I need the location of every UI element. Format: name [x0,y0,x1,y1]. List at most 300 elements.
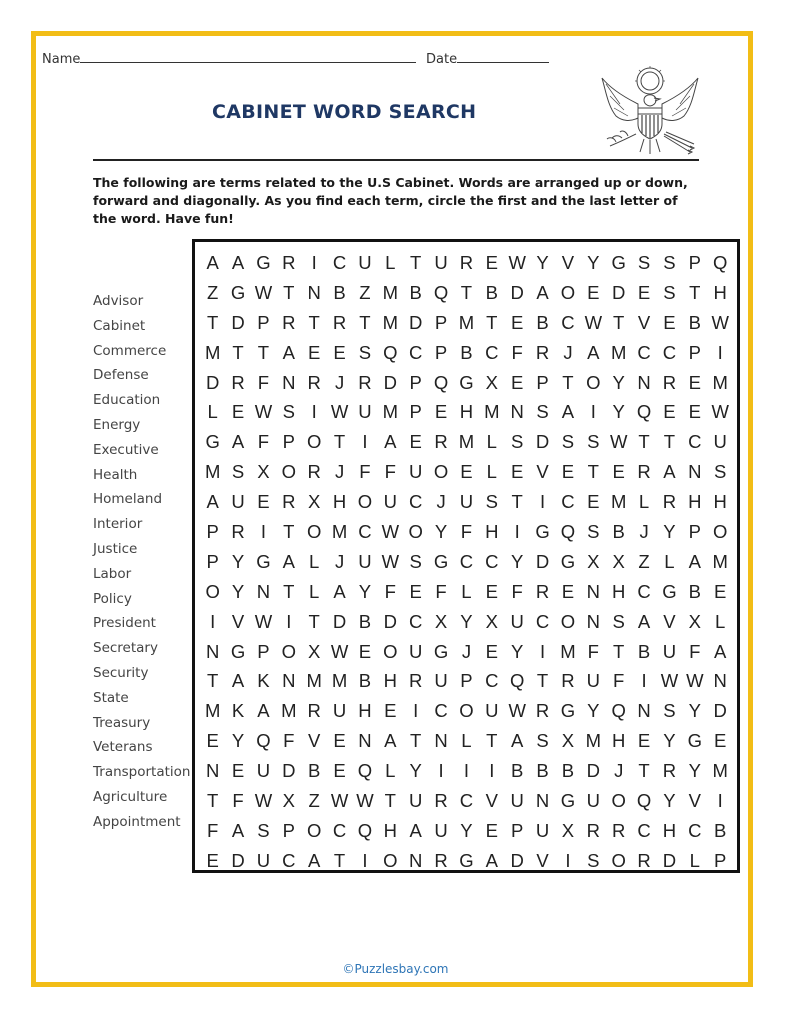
grid-letter[interactable]: R [358,371,372,393]
grid-letter[interactable]: E [485,819,498,841]
grid-letter[interactable]: N [358,730,372,752]
grid-letter[interactable]: A [282,341,295,363]
grid-letter[interactable]: W [254,790,273,812]
grid-letter[interactable]: E [308,341,321,363]
grid-letter[interactable]: W [254,610,273,632]
grid-letter[interactable]: L [385,760,396,782]
grid-letter[interactable]: L [309,580,320,602]
grid-letter[interactable]: O [383,849,398,871]
date-blank[interactable] [457,50,549,63]
grid-letter[interactable]: U [358,252,372,273]
grid-letter[interactable]: E [409,431,422,453]
grid-letter[interactable]: R [586,819,600,841]
grid-letter[interactable]: U [434,252,448,273]
grid-letter[interactable]: C [637,341,651,363]
grid-letter[interactable]: X [257,461,270,483]
grid-letter[interactable]: C [459,550,474,572]
grid-letter[interactable]: C [409,491,423,513]
grid-letter[interactable]: B [688,580,701,602]
grid-letter[interactable]: H [713,491,727,513]
grid-letter[interactable]: M [204,461,221,483]
grid-letter[interactable]: I [286,610,292,632]
grid-letter[interactable]: Y [663,790,676,812]
grid-letter[interactable]: N [713,670,727,692]
grid-letter[interactable]: R [332,311,347,333]
grid-letter[interactable]: C [459,790,474,812]
grid-letter[interactable]: V [485,790,498,812]
grid-letter[interactable]: F [435,580,447,602]
grid-letter[interactable]: A [409,819,422,841]
grid-letter[interactable]: O [433,461,449,483]
grid-letter[interactable]: G [560,700,576,722]
grid-letter[interactable]: V [561,252,575,273]
grid-letter[interactable]: P [536,371,549,393]
grid-letter[interactable]: F [511,580,523,602]
grid-letter[interactable]: H [383,670,397,692]
grid-letter[interactable]: Y [231,550,245,572]
grid-letter[interactable]: Z [308,790,320,812]
grid-letter[interactable]: E [511,311,524,333]
grid-letter[interactable]: O [712,521,728,543]
grid-letter[interactable]: T [283,580,295,602]
grid-letter[interactable]: X [308,640,321,662]
grid-letter[interactable]: R [231,371,245,393]
grid-letter[interactable]: R [307,461,321,483]
grid-letter[interactable]: G [230,281,246,303]
grid-letter[interactable]: R [612,819,626,841]
grid-letter[interactable]: R [434,790,448,812]
grid-letter[interactable]: V [637,311,651,333]
grid-letter[interactable]: D [206,371,220,393]
grid-letter[interactable]: E [231,760,245,782]
grid-letter[interactable]: S [637,252,651,273]
grid-letter[interactable]: R [637,461,651,483]
grid-letter[interactable]: R [535,580,550,602]
grid-letter[interactable]: F [384,461,396,483]
grid-letter[interactable]: R [282,491,296,513]
grid-letter[interactable]: E [460,461,473,483]
grid-letter[interactable]: D [713,700,727,722]
grid-letter[interactable]: B [511,760,524,782]
grid-letter[interactable]: F [613,670,625,692]
grid-letter[interactable]: M [331,521,348,543]
grid-letter[interactable]: Q [636,401,652,423]
grid-letter[interactable]: D [383,610,397,632]
grid-letter[interactable]: T [308,610,320,632]
grid-letter[interactable]: C [485,550,499,572]
grid-letter[interactable]: O [306,431,322,453]
grid-letter[interactable]: L [689,849,700,871]
grid-letter[interactable]: G [687,730,702,752]
grid-letter[interactable]: A [688,550,701,572]
grid-letter[interactable]: G [459,849,474,871]
grid-letter[interactable]: N [282,371,296,393]
grid-letter[interactable]: N [586,580,600,602]
grid-letter[interactable]: W [356,790,374,812]
grid-letter[interactable]: Q [712,252,728,273]
grid-letter[interactable]: A [637,610,651,632]
grid-letter[interactable]: H [358,700,372,722]
grid-letter[interactable]: W [381,521,400,543]
grid-letter[interactable]: Y [231,730,245,752]
grid-letter[interactable]: B [333,281,346,303]
grid-letter[interactable]: M [382,311,399,333]
grid-letter[interactable]: N [282,670,296,692]
grid-letter[interactable]: P [511,819,524,841]
grid-letter[interactable]: B [536,760,549,782]
grid-letter[interactable]: N [256,580,271,602]
grid-letter[interactable]: O [560,610,576,632]
grid-letter[interactable]: U [485,700,499,722]
grid-letter[interactable]: B [358,610,372,632]
grid-letter[interactable]: C [332,819,347,841]
grid-letter[interactable]: E [333,730,346,752]
grid-letter[interactable]: W [330,640,349,662]
grid-letter[interactable]: I [717,341,723,363]
grid-letter[interactable]: R [282,311,296,333]
grid-letter[interactable]: E [485,252,498,273]
grid-letter[interactable]: Q [560,521,576,543]
grid-letter[interactable]: Y [434,521,448,543]
grid-letter[interactable]: M [585,730,602,752]
grid-letter[interactable]: M [610,491,627,513]
grid-letter[interactable]: T [486,730,498,752]
grid-letter[interactable]: B [612,521,625,543]
grid-letter[interactable]: Y [409,760,422,782]
grid-letter[interactable]: K [257,670,270,692]
grid-letter[interactable]: B [561,760,575,782]
grid-letter[interactable]: O [611,790,626,812]
grid-letter[interactable]: G [611,252,626,273]
grid-letter[interactable]: O [205,580,220,602]
grid-letter[interactable]: A [511,730,524,752]
grid-letter[interactable]: T [333,849,346,871]
grid-letter[interactable]: W [609,431,628,453]
grid-letter[interactable]: P [688,341,701,363]
grid-letter[interactable]: I [438,760,444,782]
grid-letter[interactable]: R [662,491,677,513]
grid-letter[interactable]: R [409,670,423,692]
grid-letter[interactable]: A [206,491,219,513]
grid-letter[interactable]: B [409,281,422,303]
grid-letter[interactable]: G [560,550,576,572]
grid-letter[interactable]: D [586,760,600,782]
grid-letter[interactable]: O [281,640,296,662]
grid-letter[interactable]: X [561,730,575,752]
grid-letter[interactable]: E [231,401,245,423]
grid-letter[interactable]: A [561,401,575,423]
grid-letter[interactable]: T [410,730,422,752]
grid-letter[interactable]: E [333,341,346,363]
grid-letter[interactable]: T [333,431,346,453]
grid-letter[interactable]: P [409,401,422,423]
grid-letter[interactable]: A [536,281,549,303]
grid-letter[interactable]: T [562,371,574,393]
grid-letter[interactable]: C [688,819,702,841]
grid-letter[interactable]: F [283,730,295,752]
grid-letter[interactable]: D [612,281,626,303]
grid-letter[interactable]: M [281,700,297,722]
grid-letter[interactable]: R [434,431,448,453]
grid-letter[interactable]: W [381,550,400,572]
grid-letter[interactable]: E [637,281,651,303]
grid-letter[interactable]: S [587,431,600,453]
grid-letter[interactable]: S [485,491,498,513]
grid-letter[interactable]: F [232,790,244,812]
grid-letter[interactable]: Y [612,371,625,393]
grid-letter[interactable]: I [590,401,596,423]
grid-letter[interactable]: U [409,461,423,483]
grid-letter[interactable]: N [637,371,651,393]
grid-letter[interactable]: P [434,311,448,333]
grid-letter[interactable]: W [711,311,729,333]
grid-letter[interactable]: B [460,341,473,363]
grid-letter[interactable]: T [486,311,498,333]
grid-letter[interactable]: E [358,640,372,662]
grid-letter[interactable]: E [714,730,727,752]
grid-letter[interactable]: M [712,760,728,782]
grid-letter[interactable]: C [282,849,296,871]
grid-letter[interactable]: V [688,790,701,812]
grid-letter[interactable]: F [207,819,219,841]
grid-letter[interactable]: N [586,610,600,632]
grid-letter[interactable]: H [383,819,397,841]
grid-letter[interactable]: O [560,281,576,303]
grid-letter[interactable]: U [662,640,677,662]
grid-letter[interactable]: A [231,252,245,273]
grid-letter[interactable]: E [206,849,219,871]
grid-letter[interactable]: T [207,311,219,333]
grid-letter[interactable]: M [458,431,475,453]
grid-letter[interactable]: T [410,252,422,273]
grid-letter[interactable]: N [409,849,423,871]
grid-letter[interactable]: Y [612,401,625,423]
grid-letter[interactable]: P [282,819,295,841]
grid-letter[interactable]: F [587,640,599,662]
grid-letter[interactable]: I [565,849,571,871]
grid-letter[interactable]: B [688,311,701,333]
grid-letter[interactable]: P [206,550,219,572]
grid-letter[interactable]: U [586,790,600,812]
grid-letter[interactable]: N [206,640,220,662]
grid-letter[interactable]: Q [509,670,525,692]
grid-letter[interactable]: E [485,640,498,662]
grid-letter[interactable]: X [485,371,498,393]
grid-letter[interactable]: R [282,252,296,273]
grid-letter[interactable]: H [612,730,626,752]
grid-letter[interactable]: T [257,341,270,363]
grid-letter[interactable]: W [254,401,273,423]
grid-letter[interactable]: Y [587,700,600,722]
grid-letter[interactable]: X [688,610,701,632]
grid-letter[interactable]: Q [433,371,449,393]
grid-letter[interactable]: J [563,341,573,363]
grid-letter[interactable]: W [330,401,349,423]
grid-letter[interactable]: C [485,670,499,692]
grid-letter[interactable]: E [688,401,701,423]
grid-letter[interactable]: R [459,252,474,273]
grid-letter[interactable]: C [485,341,499,363]
grid-letter[interactable]: Q [433,281,449,303]
grid-letter[interactable]: L [461,580,472,602]
grid-letter[interactable]: Y [688,760,701,782]
grid-letter[interactable]: R [662,371,677,393]
grid-letter[interactable]: O [281,461,296,483]
grid-letter[interactable]: F [257,371,270,393]
grid-letter[interactable]: F [460,521,473,543]
grid-letter[interactable]: Q [611,700,626,722]
grid-letter[interactable]: P [282,431,295,453]
grid-letter[interactable]: J [461,640,472,662]
grid-letter[interactable]: S [536,730,549,752]
grid-letter[interactable]: T [663,431,676,453]
grid-letter[interactable]: U [358,550,372,572]
grid-letter[interactable]: I [717,790,723,812]
grid-letter[interactable]: E [714,580,727,602]
grid-letter[interactable]: B [536,311,549,333]
grid-letter[interactable]: Q [383,341,398,363]
grid-letter[interactable]: J [334,461,345,483]
grid-letter[interactable]: W [508,252,526,273]
grid-letter[interactable]: L [638,491,650,513]
grid-letter[interactable]: C [561,491,575,513]
grid-letter[interactable]: C [358,521,372,543]
grid-letter[interactable]: R [307,371,321,393]
grid-letter[interactable]: T [613,640,625,662]
grid-letter[interactable]: P [206,521,219,543]
grid-letter[interactable]: S [663,700,676,722]
grid-letter[interactable]: A [231,819,245,841]
grid-letter[interactable]: I [514,521,520,543]
grid-letter[interactable]: I [210,610,216,632]
grid-letter[interactable]: M [204,341,221,363]
grid-letter[interactable]: O [383,640,398,662]
grid-letter[interactable]: U [510,790,524,812]
grid-letter[interactable]: L [486,461,497,483]
grid-letter[interactable]: Y [587,252,600,273]
grid-letter[interactable]: R [434,849,448,871]
grid-letter[interactable]: B [714,819,727,841]
grid-letter[interactable]: G [433,550,449,572]
grid-letter[interactable]: D [409,311,423,333]
grid-letter[interactable]: C [434,700,448,722]
grid-letter[interactable]: F [689,640,701,662]
grid-letter[interactable]: U [434,670,448,692]
grid-letter[interactable]: Y [231,580,245,602]
grid-letter[interactable]: Q [357,819,373,841]
grid-letter[interactable]: U [231,491,245,513]
grid-letter[interactable]: D [332,610,347,632]
grid-letter[interactable]: T [308,311,320,333]
grid-letter[interactable]: V [663,610,676,632]
grid-letter[interactable]: U [332,700,347,722]
grid-letter[interactable]: T [689,281,701,303]
grid-letter[interactable]: Q [357,760,373,782]
grid-letter[interactable]: R [561,670,575,692]
grid-letter[interactable]: Y [358,580,372,602]
grid-letter[interactable]: H [688,491,702,513]
grid-letter[interactable]: S [663,281,676,303]
grid-letter[interactable]: B [485,281,498,303]
grid-letter[interactable]: W [584,311,603,333]
grid-letter[interactable]: P [257,311,270,333]
grid-letter[interactable]: U [358,401,372,423]
grid-letter[interactable]: J [334,371,345,393]
grid-letter[interactable]: L [385,252,396,273]
grid-letter[interactable]: K [231,700,245,722]
grid-letter[interactable]: Y [511,550,524,572]
grid-letter[interactable]: R [662,760,677,782]
grid-letter[interactable]: X [561,819,575,841]
grid-letter[interactable]: A [587,341,600,363]
grid-letter[interactable]: D [282,760,296,782]
grid-letter[interactable]: P [257,640,270,662]
grid-letter[interactable]: A [308,849,321,871]
grid-letter[interactable]: S [587,521,600,543]
grid-letter[interactable]: X [308,491,321,513]
grid-letter[interactable]: Y [663,521,676,543]
grid-letter[interactable]: N [637,700,651,722]
grid-letter[interactable]: Z [638,550,650,572]
grid-letter[interactable]: T [359,311,371,333]
grid-letter[interactable]: M [382,281,399,303]
grid-letter[interactable]: O [611,849,626,871]
grid-letter[interactable]: T [638,760,650,782]
grid-letter[interactable]: M [382,401,399,423]
grid-letter[interactable]: H [485,521,499,543]
grid-letter[interactable]: D [231,311,245,333]
grid-letter[interactable]: F [359,461,371,483]
grid-letter[interactable]: E [561,461,575,483]
grid-letter[interactable]: T [613,311,625,333]
grid-letter[interactable]: X [485,610,498,632]
grid-letter[interactable]: T [511,491,523,513]
grid-letter[interactable]: I [413,700,419,722]
grid-letter[interactable]: U [409,640,423,662]
grid-letter[interactable]: P [434,341,448,363]
grid-letter[interactable]: N [307,281,321,303]
grid-letter[interactable]: I [489,760,495,782]
grid-letter[interactable]: S [587,849,600,871]
grid-letter[interactable]: J [436,491,446,513]
grid-letter[interactable]: E [511,371,524,393]
grid-letter[interactable]: P [688,521,701,543]
grid-letter[interactable]: G [256,252,271,273]
grid-letter[interactable]: Z [207,281,219,303]
grid-letter[interactable]: E [663,401,676,423]
grid-letter[interactable]: M [610,341,627,363]
grid-letter[interactable]: Q [636,790,652,812]
grid-letter[interactable]: J [334,550,345,572]
grid-letter[interactable]: X [282,790,295,812]
grid-letter[interactable]: H [612,580,626,602]
grid-letter[interactable]: E [561,580,575,602]
grid-letter[interactable]: C [409,341,423,363]
grid-letter[interactable]: U [434,819,448,841]
grid-letter[interactable]: J [614,760,624,782]
grid-letter[interactable]: C [409,610,423,632]
grid-letter[interactable]: T [232,341,244,363]
grid-letter[interactable]: L [715,610,726,632]
name-field[interactable] [42,50,416,67]
grid-letter[interactable]: Y [460,610,473,632]
grid-letter[interactable]: G [662,580,677,602]
grid-letter[interactable]: O [306,819,322,841]
grid-letter[interactable]: R [535,700,550,722]
grid-letter[interactable]: L [207,401,218,423]
grid-letter[interactable]: Y [663,730,676,752]
grid-letter[interactable]: W [508,700,526,722]
